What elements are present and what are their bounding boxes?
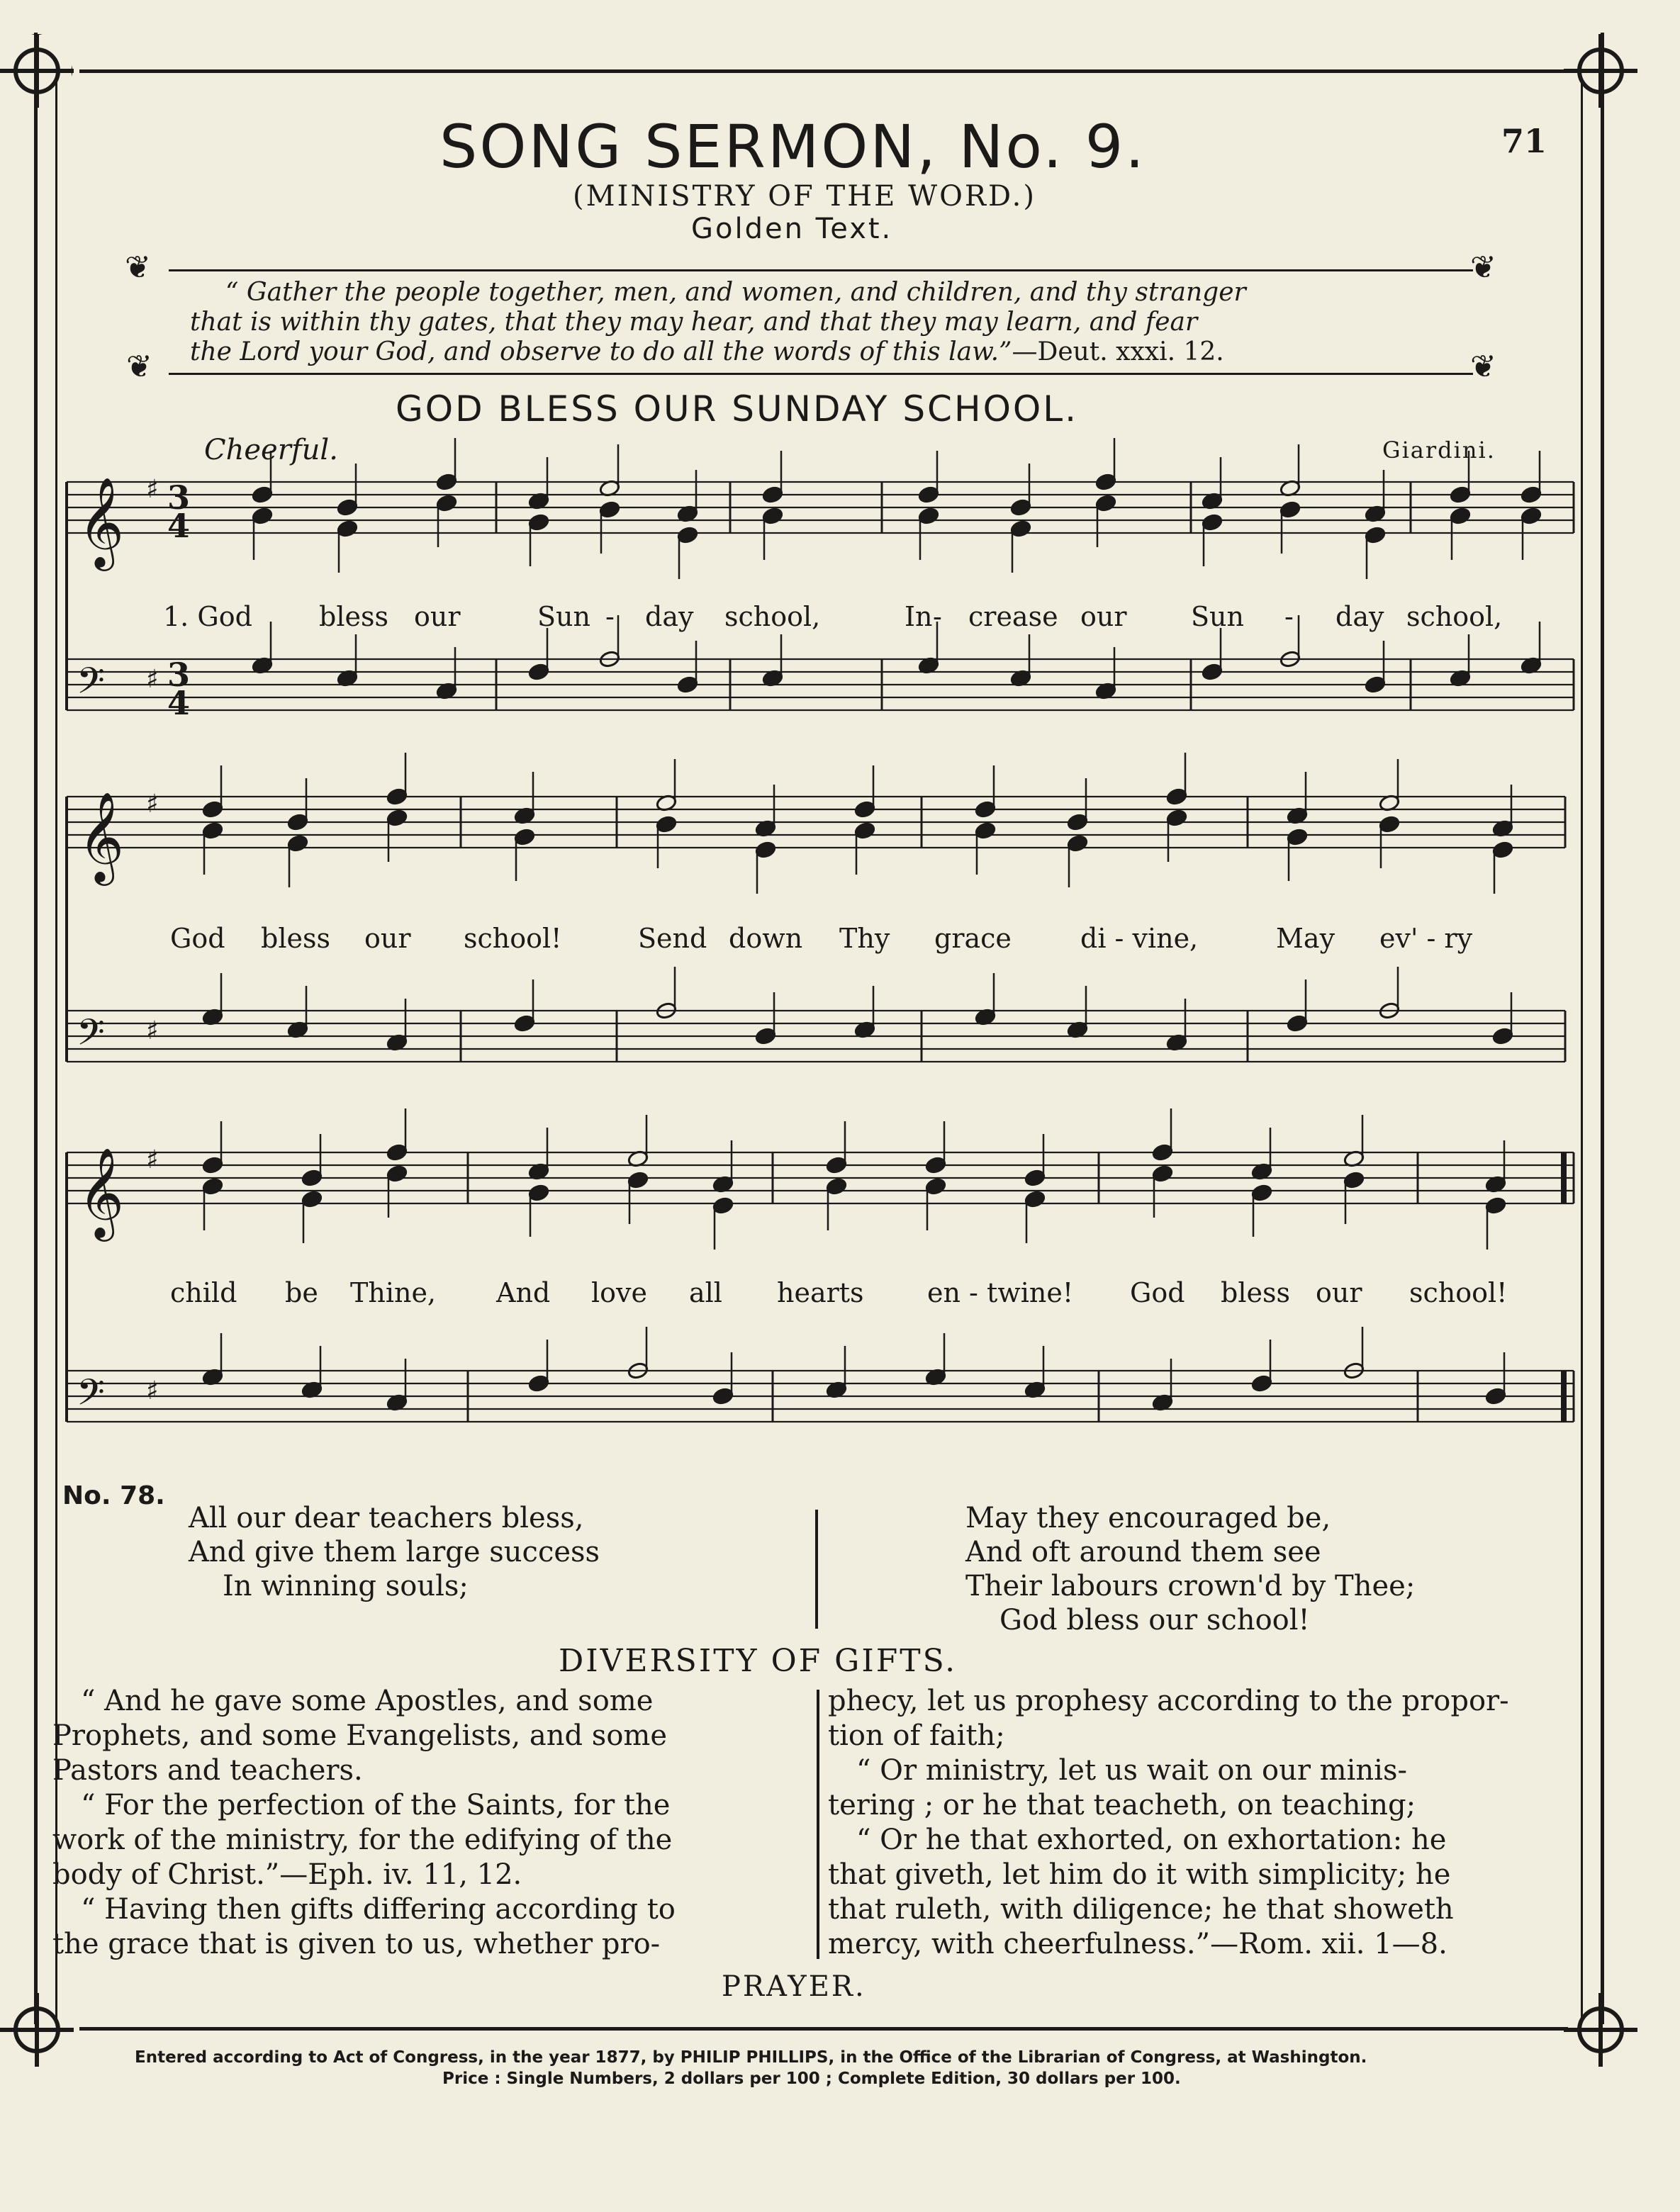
note-head [599, 500, 621, 519]
note-head [1485, 1387, 1507, 1405]
lyric-syllable: hearts [777, 1277, 864, 1308]
scripture-line: Pastors and teachers. [52, 1754, 363, 1787]
bass-clef-icon: 𝄢 [77, 1011, 105, 1062]
lyric-syllable: grace [934, 923, 1012, 954]
lyric-syllable: - [933, 601, 942, 632]
price-notice: Price : Single Numbers, 2 dollars per 100 ; Complete Edition, 30 dollars per 100. [442, 2070, 1181, 2088]
final-barline [1561, 1371, 1567, 1422]
note-head [925, 1156, 947, 1174]
lyric-syllable: Sun [537, 601, 590, 632]
lyric-syllable: school, [724, 601, 821, 632]
sharp-icon: ♯ [146, 1145, 159, 1174]
scripture-left-column [52, 1684, 807, 1962]
bass-clef-icon: 𝄢 [77, 1371, 105, 1422]
note-head [1365, 675, 1387, 694]
note-head [1202, 663, 1223, 681]
note-head [528, 1374, 550, 1393]
note-head [1521, 485, 1542, 504]
note-head [1095, 473, 1117, 491]
lyric-syllable: day [645, 601, 694, 632]
lyric-syllable: God [170, 923, 225, 954]
note-head [1067, 813, 1089, 831]
scripture-line: tion of faith; [828, 1719, 1005, 1752]
note-head [854, 821, 876, 840]
scripture-line: phecy, let us prophesy according to the propor- [828, 1685, 1509, 1717]
note-head [1287, 828, 1309, 846]
note-head [1166, 809, 1188, 827]
verse-line: And oft around them see [965, 1536, 1321, 1568]
bass-clef-icon: 𝄢 [77, 659, 105, 711]
prayer-heading: PRAYER. [722, 1970, 866, 2003]
time-signature-bottom: 4 [167, 507, 191, 545]
lyric-syllable: en - twine! [927, 1277, 1074, 1308]
lyric-syllable: love [591, 1277, 647, 1308]
verse-line: In winning souls; [223, 1570, 469, 1602]
lyric-syllable: Thy [839, 923, 890, 954]
lyric-syllable: In [905, 601, 933, 632]
lyric-syllable: Thine, [350, 1277, 437, 1308]
lyric-syllable: all [689, 1277, 722, 1308]
verse-left [189, 1501, 600, 1603]
note-head [1202, 513, 1223, 532]
scripture-line: that ruleth, with diligence; he that showeth [828, 1893, 1454, 1926]
lyric-syllable: And [496, 1277, 551, 1308]
lyric-syllable: our [364, 923, 411, 954]
page-title: SONG SERMON, No. 9. [439, 112, 1146, 181]
hymn-number: No. 78. [62, 1481, 165, 1510]
verse-right [965, 1501, 1415, 1637]
note-head [762, 507, 784, 525]
scripture-line: body of Christ.”—Eph. iv. 11, 12. [52, 1858, 522, 1891]
note-head [1287, 1014, 1309, 1033]
bottom-border-rule [79, 2027, 1568, 2031]
lyric-syllable: May [1276, 923, 1335, 954]
lyric-syllable: - [605, 601, 615, 632]
scripture-line: the grace that is given to us, whether pro- [52, 1928, 661, 1960]
lyric-syllable: bless [1221, 1277, 1290, 1308]
note-head [202, 1177, 224, 1196]
song-title: GOD BLESS OUR SUNDAY SCHOOL. [396, 388, 1079, 430]
note-head [202, 821, 224, 840]
lyric-syllable: school, [1406, 601, 1503, 632]
lyric-syllable: Sun [1191, 601, 1244, 632]
time-signature-bottom: 4 [167, 684, 191, 722]
lyric-syllable: 1. God [163, 601, 252, 632]
copyright-notice: Entered according to Act of Congress, in the year 1877, by PHILIP PHILLIPS, in the Office of the Librarian of Congress, at Washington. [135, 2048, 1367, 2067]
note-head [975, 821, 997, 840]
note-head [386, 787, 408, 806]
note-head [656, 815, 678, 833]
flourish-ornament-icon: ❦ [1470, 249, 1496, 286]
note-head [301, 1190, 323, 1208]
note-head [627, 1171, 649, 1189]
note-head [1067, 834, 1089, 853]
note-head [1251, 1184, 1273, 1202]
note-head [386, 1143, 408, 1162]
note-head [677, 526, 699, 544]
golden-text-source: —Deut. xxxi. 12. [1012, 337, 1224, 366]
lyric-syllable: di - vine, [1080, 923, 1199, 954]
crosshair-ornament-icon [0, 1993, 74, 2067]
note-head [918, 485, 940, 504]
lyric-syllable: our [1316, 1277, 1362, 1308]
note-head [386, 809, 408, 827]
lyric-syllable: be [285, 1277, 318, 1308]
verse-line: Their labours crown'd by Thee; [965, 1570, 1416, 1602]
treble-clef-icon: 𝄞 [78, 1147, 125, 1237]
note-head [1024, 1190, 1046, 1208]
note-head [826, 1177, 848, 1196]
sharp-icon: ♯ [146, 665, 159, 694]
note-head [436, 494, 458, 512]
scripture-line: Prophets, and some Evangelists, and some [52, 1719, 668, 1752]
flourish-ornament-icon: ❦ [1470, 349, 1496, 385]
scripture-line: tering ; or he that teacheth, on teaching; [828, 1789, 1416, 1821]
scripture-line: “ For the perfection of the Saints, for the [81, 1789, 671, 1821]
scripture-line: “ And he gave some Apostles, and some [81, 1685, 654, 1717]
note-head [1166, 787, 1188, 806]
note-head [1010, 520, 1032, 538]
note-head [514, 1014, 536, 1033]
page-subtitle: (MINISTRY OF THE WORD.) [573, 180, 1036, 213]
note-head [755, 1027, 777, 1045]
lyric-syllable: school! [464, 923, 562, 954]
final-barline [1561, 1152, 1567, 1203]
note-head [1365, 526, 1387, 544]
lyric-syllable: God [1130, 1277, 1185, 1308]
column-divider [817, 1690, 819, 1959]
note-head [1485, 1196, 1507, 1215]
golden-text-heading: Golden Text. [691, 213, 893, 245]
note-head [337, 520, 359, 538]
note-head [1010, 498, 1032, 517]
golden-text-line: “ Gather the people together, men, and women, and children, and thy stranger [225, 278, 1246, 307]
note-head [252, 507, 274, 525]
note-head [1521, 507, 1542, 525]
sharp-icon: ♯ [146, 1376, 159, 1405]
note-head [826, 1156, 848, 1174]
note-head [712, 1196, 734, 1215]
note-head [1251, 1374, 1273, 1393]
time-signature-top: 3 [167, 656, 191, 694]
scripture-line: “ Or he that exhorted, on exhortation: he [856, 1824, 1447, 1856]
note-head [1279, 500, 1301, 519]
lyric-syllable: crease [968, 601, 1058, 632]
golden-text-last-line: the Lord your God, and observe to do all the words of this law.” [190, 337, 1012, 366]
note-head [1492, 1027, 1514, 1045]
note-head [337, 498, 359, 517]
note-head [1152, 1164, 1174, 1183]
lyric-syllable: day [1335, 601, 1384, 632]
note-head [436, 473, 458, 491]
scripture-line: “ Having then gifts differing according to [81, 1893, 676, 1926]
treble-clef-icon: 𝄞 [78, 476, 125, 567]
note-head [252, 485, 274, 504]
note-head [712, 1387, 734, 1405]
lyric-syllable: school! [1409, 1277, 1508, 1308]
lyric-syllable: ev' - ry [1379, 923, 1473, 954]
verse-line: All our dear teachers bless, [189, 1502, 584, 1534]
sharp-icon: ♯ [146, 790, 159, 819]
note-head [1343, 1171, 1365, 1189]
note-head [1492, 841, 1514, 859]
verse-divider [815, 1510, 818, 1629]
note-head [762, 485, 784, 504]
note-head [301, 1169, 323, 1187]
lyric-syllable: down [729, 923, 803, 954]
note-head [386, 1164, 408, 1183]
golden-text-line: that is within thy gates, that they may hear, and that they may learn, and fear [190, 308, 1198, 337]
verse-line: God bless our school! [999, 1604, 1310, 1636]
flourish-ornament-icon: ❦ [126, 349, 152, 385]
note-head [1095, 494, 1117, 512]
note-head [202, 1156, 224, 1174]
lyric-syllable: bless [261, 923, 330, 954]
lyric-syllable: - [1284, 601, 1294, 632]
note-head [755, 841, 777, 859]
tempo-marking: Cheerful. [204, 434, 338, 466]
note-head [918, 507, 940, 525]
scripture-line: mercy, with cheerfulness.”—Rom. xii. 1—8. [828, 1928, 1447, 1960]
scripture-line: that giveth, let him do it with simplicity; he [828, 1858, 1451, 1891]
lyric-syllable: Send [638, 923, 707, 954]
lyric-syllable: child [170, 1277, 237, 1308]
note-head [854, 800, 876, 819]
sharp-icon: ♯ [146, 1016, 159, 1045]
note-head [528, 663, 550, 681]
note-head [1450, 485, 1472, 504]
crosshair-ornament-icon [1564, 1993, 1637, 2067]
treble-clef-icon: 𝄞 [78, 791, 125, 882]
note-head [287, 834, 309, 853]
note-head [677, 675, 699, 694]
verse-line: May they encouraged be, [965, 1502, 1331, 1534]
verse-line: And give them large success [189, 1536, 600, 1568]
flourish-ornament-icon: ❦ [125, 249, 151, 286]
note-head [202, 800, 224, 819]
scripture-line: work of the ministry, for the edifying of the [52, 1824, 673, 1856]
sharp-icon: ♯ [146, 475, 159, 504]
scripture-line: “ Or ministry, let us wait on our minis- [856, 1754, 1407, 1787]
lyric-syllable: bless [319, 601, 388, 632]
lyric-syllable: our [414, 601, 461, 632]
note-head [1152, 1143, 1174, 1162]
section-title: DIVERSITY OF GIFTS. [559, 1643, 958, 1679]
note-head [514, 828, 536, 846]
time-signature-top: 3 [167, 478, 191, 517]
note-head [925, 1177, 947, 1196]
note-head [528, 1184, 550, 1202]
page-number: 71 [1501, 122, 1547, 160]
note-head [975, 800, 997, 819]
note-head [287, 813, 309, 831]
scripture-right-column [828, 1684, 1579, 1962]
note-head [528, 513, 550, 532]
note-head [1450, 507, 1472, 525]
note-head [1024, 1169, 1046, 1187]
composer-name: Giardini. [1382, 437, 1496, 464]
lyric-syllable: our [1080, 601, 1127, 632]
note-head [1379, 815, 1401, 833]
